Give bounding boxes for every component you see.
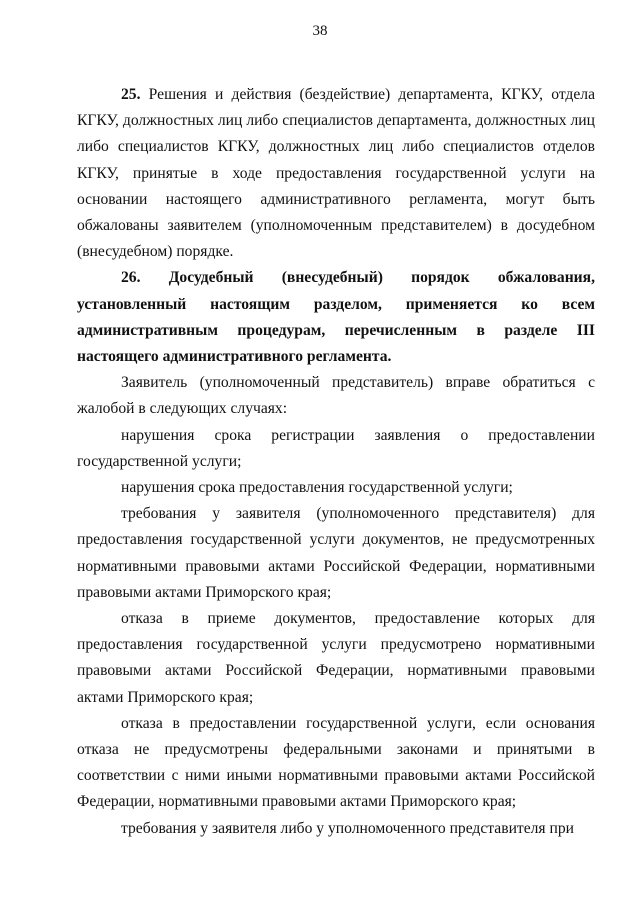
paragraph-25 xyxy=(77,82,595,265)
list-item: нарушения срока регистрации заявления о предоставлении государственной услуги; xyxy=(77,426,595,470)
list-item: требования у заявителя либо у уполномоченного представителя при xyxy=(121,819,574,837)
document-body xyxy=(77,82,595,842)
paragraph-text: Решения и действия (бездействие) департамента, КГКУ, отдела КГКУ, должностных лиц либо специалистов департамента, должностных лиц либо специалистов КГКУ, должностных лиц либо специалистов отделов КГКУ, принятые в ходе предоставления государственной услуги на основании настоящего административного регламента, могут быть обжалованы заявителем (уполномоченным представителем) в досудебном (внесудебном) порядке. xyxy=(77,86,595,261)
paragraph-number: 25. xyxy=(121,86,141,103)
list-item: нарушения срока предоставления государственной услуги; xyxy=(121,479,513,497)
page-number: 38 xyxy=(312,23,328,39)
list-item: требования у заявителя (уполномоченного представителя) для предоставления государственной услуги документов, не предусмотренных нормативными правовыми актами Российской Федерации, нормативными правовыми актами Приморского края; xyxy=(77,505,595,601)
paragraph-complaint-intro: Заявитель (уполномоченный представитель) вправе обратиться с жалобой в следующих случаях: xyxy=(77,374,595,418)
paragraph-26: 26. Досудебный (внесудебный) порядок обжалования, установленный настоящим разделом, применяется ко всем административным процедурам, перечисленным в разделе III настоящего административного регламента. xyxy=(77,269,595,366)
list-item: отказа в предоставлении государственной услуги, если основания отказа не предусмотрены федеральными законами и принятыми в соответствии с ними иными нормативными правовыми актами Российской Федерации, нормативными правовыми актами Приморского края; xyxy=(77,714,595,811)
list-item: отказа в приеме документов, предоставление которых для предоставления государственной услуги предусмотрено нормативными правовыми актами Российской Федерации, нормативными правовыми актами Приморского края; xyxy=(77,610,595,706)
